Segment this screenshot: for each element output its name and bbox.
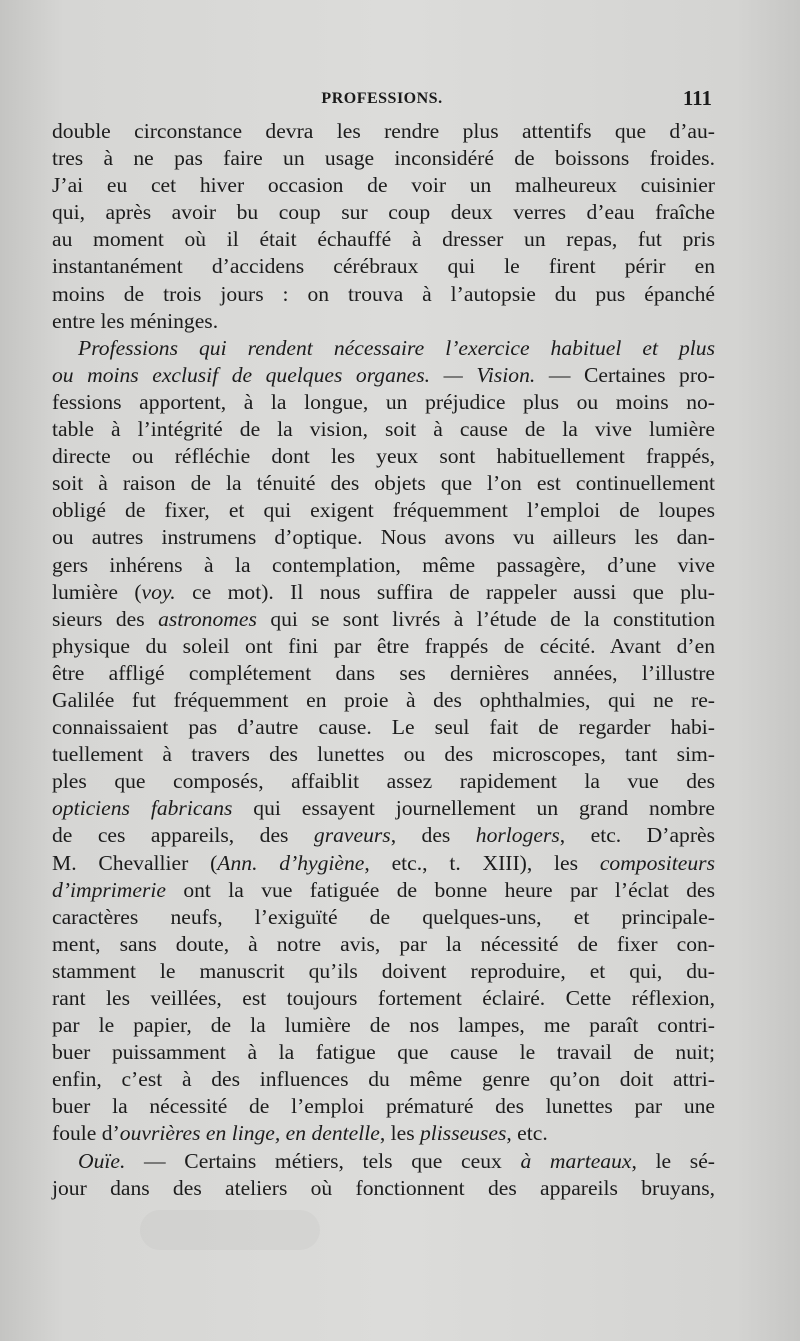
text-run: , les [379,1121,420,1146]
italic-run: d’imprimerie [52,877,166,902]
text-run: , etc., t. XIII), les [364,850,600,875]
text-line [52,362,715,389]
text-run: de ces appareils, des [52,823,314,848]
text-line: entre les méninges. [52,308,219,333]
text-line: enfin, c’est à des influences du même genre qu’on doit attri- [52,1067,715,1092]
paper-stain [140,1210,320,1250]
text-line: instantanément d’accidens cérébraux qui le firent périr en [52,254,715,279]
text-line: double circonstance devra les rendre plus attentifs que d’au- [52,119,715,143]
text-line [52,579,715,606]
text-run: qui se sont livrés à l’étude de la constitution [256,606,715,631]
text-line [52,606,715,633]
text-line: caractères neufs, l’exiguïté de quelques-uns, et principale- [52,904,715,929]
text-line: être affligé complétement dans ses dernières années, l’illustre [52,660,715,685]
text-line: connaissaient pas d’autre cause. Le seul fait de regarder habi- [52,715,715,740]
text-line: qui, après avoir bu coup sur coup deux verres d’eau fraîche [52,200,715,225]
text-run: M. Chevallier ( [52,850,218,875]
text-line: soit à raison de la ténuité des objets que l’on est continuellement [52,471,715,496]
text-run: , le sé- [631,1148,715,1173]
italic-run: Ann. d’hygiène [217,850,365,875]
text-line: Galilée fut fréquemment en proie à des ophthalmies, qui ne re- [52,687,715,712]
text-line: ment, sans doute, à notre avis, par la nécessité de fixer con- [52,931,715,956]
text-run: , des [390,823,476,848]
italic-run: graveurs [313,823,391,848]
text-line: stamment le manuscrit qu’ils doivent reproduire, et qui, du- [52,958,715,983]
text-line: physique du soleil ont fini par être frappés de cécité. Avant d’en [52,633,715,658]
text-line: table à l’intégrité de la vision, soit à cause de la vive lumière [52,417,715,442]
text-line [52,850,715,877]
italic-run: Ouïe. [78,1148,126,1173]
running-title: PROFESSIONS. [321,90,443,107]
text-line: buer puissamment à la fatigue que cause le travail de nuit; [52,1040,715,1065]
italic-run: opticiens fabricans [52,796,233,821]
text-line [52,877,715,904]
italic-run: astronomes [158,606,257,631]
text-line: jour dans des ateliers où fonctionnent des appareils bruyans, [52,1175,715,1200]
text-line: ou autres instrumens d’optique. Nous avons vu ailleurs les dan- [52,525,715,550]
text-line [52,335,715,362]
italic-run: Professions qui rendent nécessaire l’exercice habituel et plus [78,335,715,360]
italic-run: ou moins exclusif de quelques organes. — Vision. [52,362,536,387]
text-line: au moment où il était échauffé à dresser un repas, fut pris [52,227,715,252]
text-line: rant les veillées, est toujours fortement éclairé. Cette réflexion, [52,986,715,1010]
italic-run: à marteaux [520,1148,632,1173]
text-line: buer la nécessité de l’emploi prématuré des lunettes par une [52,1094,715,1119]
text-line: directe ou réfléchie dont les yeux sont habituellement frappés, [52,444,715,469]
text-run: — Certains métiers, tels que ceux [125,1148,521,1173]
text-run: — Certaines pro- [535,362,715,387]
italic-run: horlogers [475,823,560,848]
running-header [52,88,712,112]
text-line: par le papier, de la lumière de nos lampes, me paraît contri- [52,1013,715,1038]
text-line [52,822,715,849]
text-line: moins de trois jours : on trouva à l’autopsie du pus épanché [52,281,715,306]
text-run: , etc. [506,1121,548,1146]
text-run: lumière ( [52,579,142,604]
italic-run: voy. [141,579,176,604]
text-line [52,1148,715,1175]
text-line: obligé de fixer, et qui exigent fréquemment l’emploi de loupes [52,498,715,523]
text-run: qui essayent journellement un grand nombre [232,796,715,821]
body-text [52,118,715,1202]
page-number: 111 [682,86,712,110]
text-run: foule d’ [52,1121,120,1146]
italic-run: ouvrières en linge, en dentelle [119,1121,380,1146]
italic-run: compositeurs [599,850,715,875]
text-line: tres à ne pas faire un usage inconsidéré de boissons froides. [52,146,715,171]
text-line: tuellement à travers des lunettes ou des microscopes, tant sim- [52,742,715,767]
text-line: gers inhérens à la contemplation, même passagère, d’une vive [52,552,715,577]
text-run: , etc. D’après [559,823,716,848]
text-line [52,1120,715,1147]
text-run: sieurs des [52,606,159,631]
text-run: ont la vue fatiguée de bonne heure par l’éclat des [165,877,715,902]
text-line: fessions apportent, à la longue, un préjudice plus ou moins no- [52,389,715,414]
text-line: ples que composés, affaiblit assez rapidement la vue des [52,769,715,794]
text-run: ce mot). Il nous suffira de rappeler aussi que plu- [175,579,715,604]
text-line: J’ai eu cet hiver occasion de voir un malheureux cuisinier [52,173,715,198]
text-line [52,795,715,822]
italic-run: plisseuses [420,1121,507,1146]
